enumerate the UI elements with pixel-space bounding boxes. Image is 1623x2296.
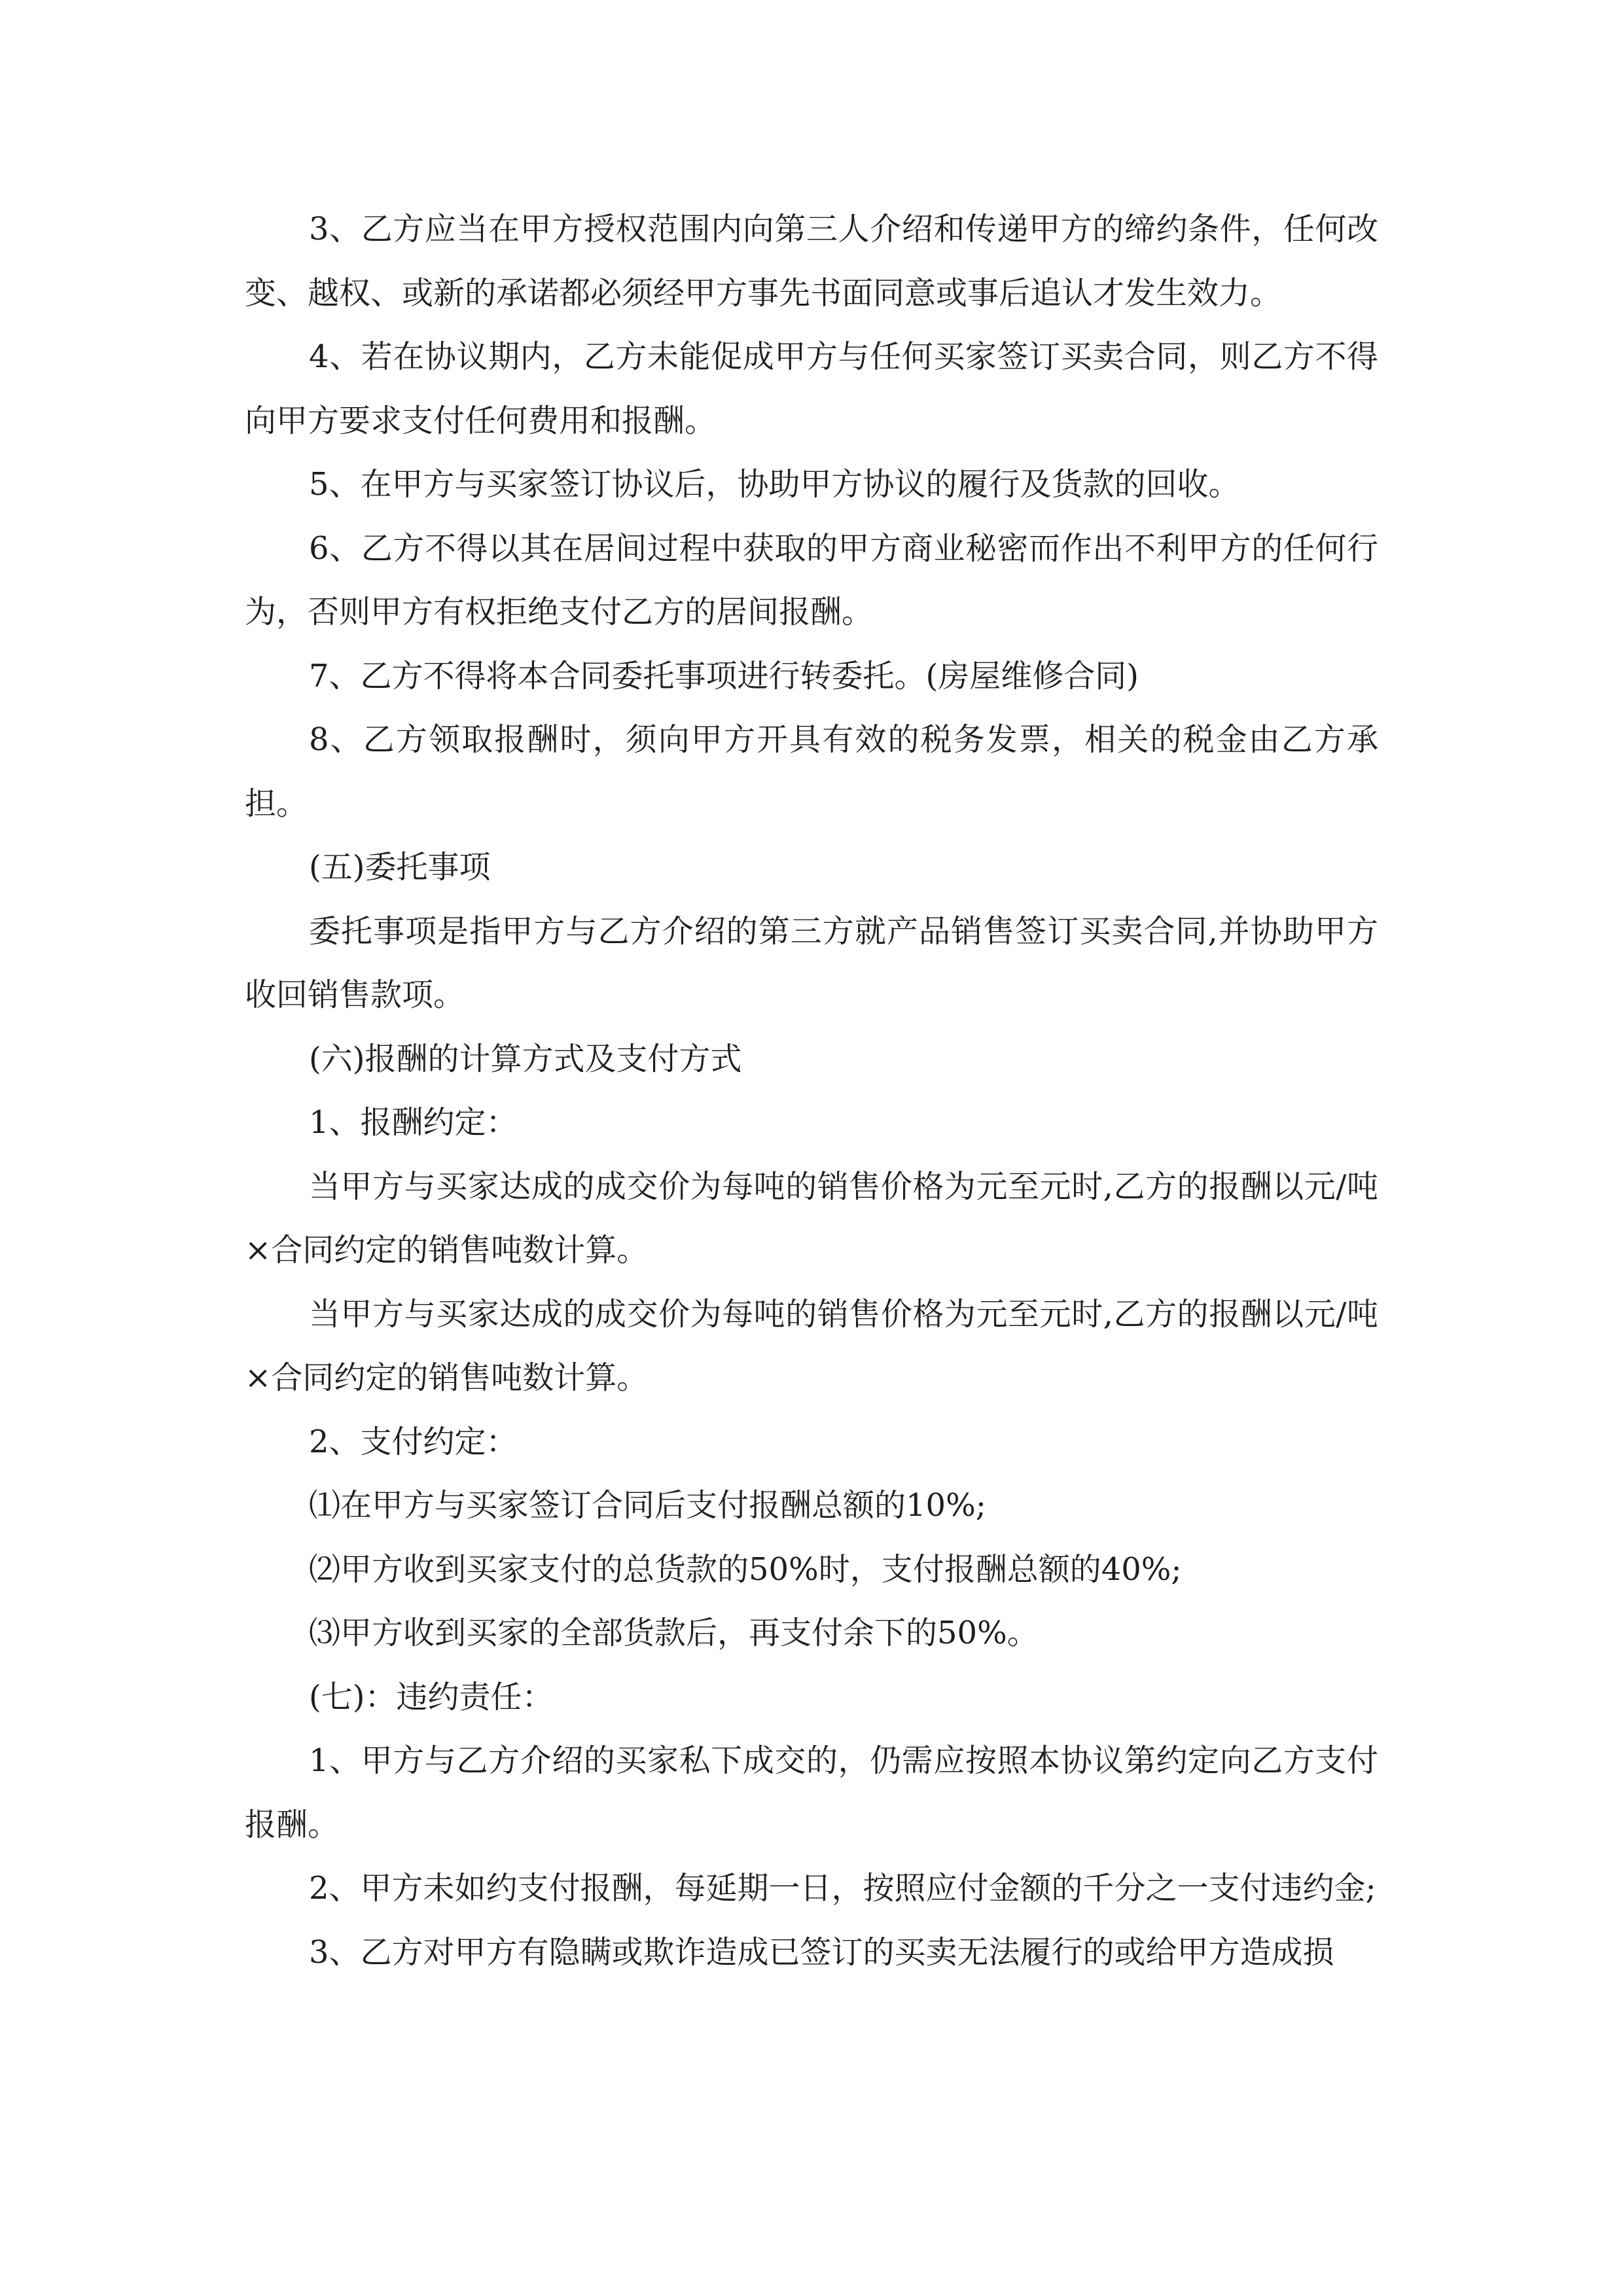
paragraph-clause-5: 5、在甲方与买家签订协议后，协助甲方协议的履行及货款的回收。	[309, 466, 1240, 503]
paragraph-clause-4: 4、若在协议期内，乙方未能促成甲方与任何买家签订买卖合同，则乙方不得向甲方要求支付任何费用和报酬。	[245, 338, 1378, 439]
paragraph-remuneration-1: 当甲方与买家达成的成交价为每吨的销售价格为元至元时,乙方的报酬以元/吨×合同约定的销售吨数计算。	[245, 1168, 1378, 1268]
paragraph-liability-3: 3、乙方对甲方有隐瞒或欺诈造成已签订的买卖无法履行的或给甲方造成损	[309, 1933, 1334, 1971]
paragraph-remuneration-2: 当甲方与买家达成的成交价为每吨的销售价格为元至元时,乙方的报酬以元/吨×合同约定的销售吨数计算。	[245, 1295, 1378, 1396]
paragraph-clause-8: 8、乙方领取报酬时，须向甲方开具有效的税务发票，相关的税金由乙方承担。	[245, 721, 1378, 822]
paragraph-clause-3: 3、乙方应当在甲方授权范围内向第三人介绍和传递甲方的缔约条件，任何改变、越权、或新的承诺都必须经甲方事先书面同意或事后追认才发生效力。	[245, 211, 1378, 312]
payment-item-1: ⑴在甲方与买家签订合同后支付报酬总额的10%;	[309, 1487, 986, 1524]
section-heading-5: (五)委托事项	[309, 849, 491, 886]
document-body	[245, 198, 1378, 1984]
paragraph-entrusted-matters: 委托事项是指甲方与乙方介绍的第三方就产品销售签订买卖合同,并协助甲方收回销售款项。	[245, 912, 1378, 1013]
subheading-payment: 2、支付约定：	[309, 1423, 518, 1460]
paragraph-clause-7: 7、乙方不得将本合同委托事项进行转委托。(房屋维修合同)	[309, 657, 1139, 694]
payment-item-3: ⑶甲方收到买家的全部货款后，再支付余下的50%。	[309, 1615, 1039, 1651]
section-heading-6: (六)报酬的计算方式及支付方式	[309, 1040, 742, 1077]
subheading-remuneration: 1、报酬约定：	[309, 1104, 518, 1141]
paragraph-liability-2: 2、甲方未如约支付报酬，每延期一日，按照应付金额的千分之一支付违约金;	[309, 1870, 1376, 1907]
payment-item-2: ⑵甲方收到买家支付的总货款的50%时，支付报酬总额的40%;	[309, 1551, 1182, 1588]
paragraph-clause-6: 6、乙方不得以其在居间过程中获取的甲方商业秘密而作出不利甲方的任何行为，否则甲方有权拒绝支付乙方的居间报酬。	[245, 529, 1378, 630]
section-heading-7: (七)：违约责任：	[309, 1678, 554, 1715]
paragraph-liability-1: 1、甲方与乙方介绍的买家私下成交的，仍需应按照本协议第约定向乙方支付报酬。	[245, 1742, 1378, 1843]
